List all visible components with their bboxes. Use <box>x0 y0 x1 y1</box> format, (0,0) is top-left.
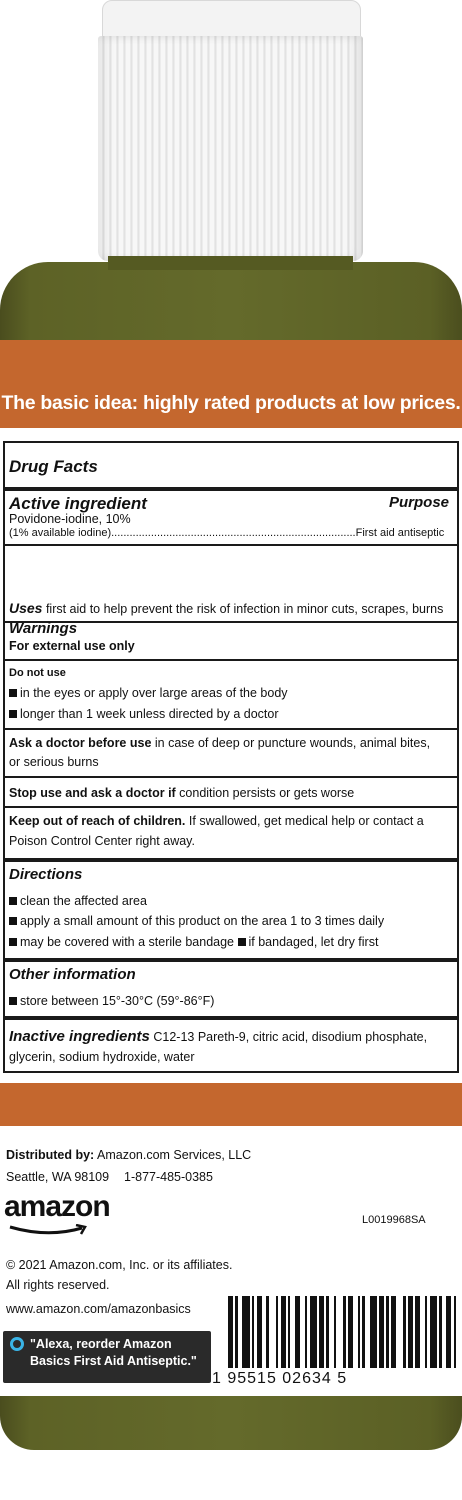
distributor-name: Amazon.com Services, LLC <box>94 1148 252 1162</box>
barcode-bar <box>403 1296 405 1368</box>
barcode-bar <box>415 1296 420 1368</box>
inactive-ingredients-cont: glycerin, sodium hydroxide, water <box>9 1050 195 1064</box>
barcode-bar <box>319 1296 324 1368</box>
distributor-line <box>6 1148 251 1162</box>
barcode-bar <box>266 1296 268 1368</box>
barcode-bar <box>358 1296 360 1368</box>
alexa-text: "Alexa, reorder Amazon Basics First Aid Antiseptic." <box>30 1337 197 1368</box>
uses-heading: Uses <box>9 600 43 616</box>
rights: All rights reserved. <box>6 1278 110 1292</box>
barcode-bar <box>348 1296 353 1368</box>
alexa-ring-icon <box>10 1337 24 1351</box>
divider <box>3 728 459 730</box>
directions-heading: Directions <box>9 866 83 883</box>
direction-item: apply a small amount of this product on the area 1 to 3 times daily <box>9 914 384 928</box>
divider <box>3 858 459 862</box>
barcode-bar <box>408 1296 413 1368</box>
barcode-bar <box>446 1296 451 1368</box>
barcode-bar <box>235 1296 237 1368</box>
barcode-bar <box>281 1296 286 1368</box>
keep-out: Keep out of reach of children. If swallowed, get medical help or contact a <box>9 814 424 828</box>
active-ingredient-heading: Active ingredient <box>9 494 147 513</box>
amazon-logo: amazon <box>4 1190 110 1223</box>
barcode-bar <box>454 1296 456 1368</box>
purpose-heading: Purpose <box>389 494 450 511</box>
inactive-ingredients: Inactive ingredients C12-13 Pareth-9, citric acid, disodium phosphate, <box>9 1028 428 1045</box>
barcode-digits: 1 95515 02634 5 <box>212 1370 348 1387</box>
divider <box>3 659 459 661</box>
barcode-bar <box>391 1296 396 1368</box>
barcode-bar <box>228 1296 233 1368</box>
stop-use: Stop use and ask a doctor if condition persists or gets worse <box>9 786 355 800</box>
other-info-item: store between 15°-30°C (59°-86°F) <box>9 994 214 1008</box>
keep-out-cont: Poison Control Center right away. <box>9 834 195 848</box>
divider <box>3 487 459 491</box>
bottle-cap <box>98 36 363 261</box>
direction-item: may be covered with a sterile bandage if bandaged, let dry first <box>9 935 378 949</box>
divider <box>3 1016 459 1020</box>
product-code: L001996​8SA <box>362 1214 426 1226</box>
amazon-smile-icon <box>8 1224 90 1238</box>
divider <box>3 544 459 546</box>
uses-text: first aid to help prevent the risk of infection in minor cuts, scrapes, burns <box>42 602 444 616</box>
do-not-use: Do not use <box>9 667 66 679</box>
barcode-bar <box>305 1296 307 1368</box>
drug-facts-title: Drug Facts <box>9 457 98 476</box>
divider <box>3 776 459 778</box>
barcode-bar <box>343 1296 345 1368</box>
external-use: For external use only <box>9 639 135 653</box>
barcode-bar <box>379 1296 384 1368</box>
distributor-city: Seattle, WA 98109 <box>6 1170 110 1184</box>
barcode-bar <box>295 1296 300 1368</box>
barcode-bar <box>288 1296 290 1368</box>
barcode-bar <box>362 1296 364 1368</box>
uses-row <box>9 600 443 616</box>
bottle-neck <box>108 256 353 270</box>
divider <box>3 806 459 808</box>
do-not-use-item: longer than 1 week unless directed by a doctor <box>9 707 279 721</box>
barcode-bar <box>370 1296 377 1368</box>
barcode <box>228 1296 450 1368</box>
barcode-bar <box>439 1296 441 1368</box>
distributor-label: Distributed by: <box>6 1148 95 1162</box>
ingredient-detail: (1% available iodine)................................................................................First aid antiseptic <box>9 527 445 539</box>
orange-band-bottom <box>0 1083 462 1126</box>
warnings-heading: Warnings <box>9 620 78 637</box>
do-not-use-item: in the eyes or apply over large areas of the body <box>9 686 288 700</box>
barcode-bar <box>276 1296 278 1368</box>
distributor-phone: 1-877-485-0385 <box>124 1170 213 1184</box>
barcode-bar <box>430 1296 437 1368</box>
barcode-bar <box>386 1296 388 1368</box>
divider <box>3 958 459 962</box>
barcode-bar <box>242 1296 249 1368</box>
barcode-bar <box>310 1296 317 1368</box>
barcode-bar <box>252 1296 254 1368</box>
barcode-bar <box>425 1296 427 1368</box>
ingredient: Povidone-iodine, 10% <box>9 512 131 526</box>
website: www.amazon.com/amazonbasics <box>6 1302 191 1316</box>
direction-item: clean the affected area <box>9 894 147 908</box>
copyright: © 2021 Amazon.com, Inc. or its affiliates. <box>6 1258 233 1272</box>
other-info-heading: Other information <box>9 966 136 983</box>
barcode-bar <box>257 1296 262 1368</box>
barcode-bar <box>334 1296 336 1368</box>
barcode-bar <box>326 1296 328 1368</box>
tagline: The basic idea: highly rated products at low prices. <box>1 392 461 414</box>
ask-doctor: Ask a doctor before use in case of deep or puncture wounds, animal bites, <box>9 736 431 750</box>
ask-doctor-cont: or serious burns <box>9 755 99 769</box>
